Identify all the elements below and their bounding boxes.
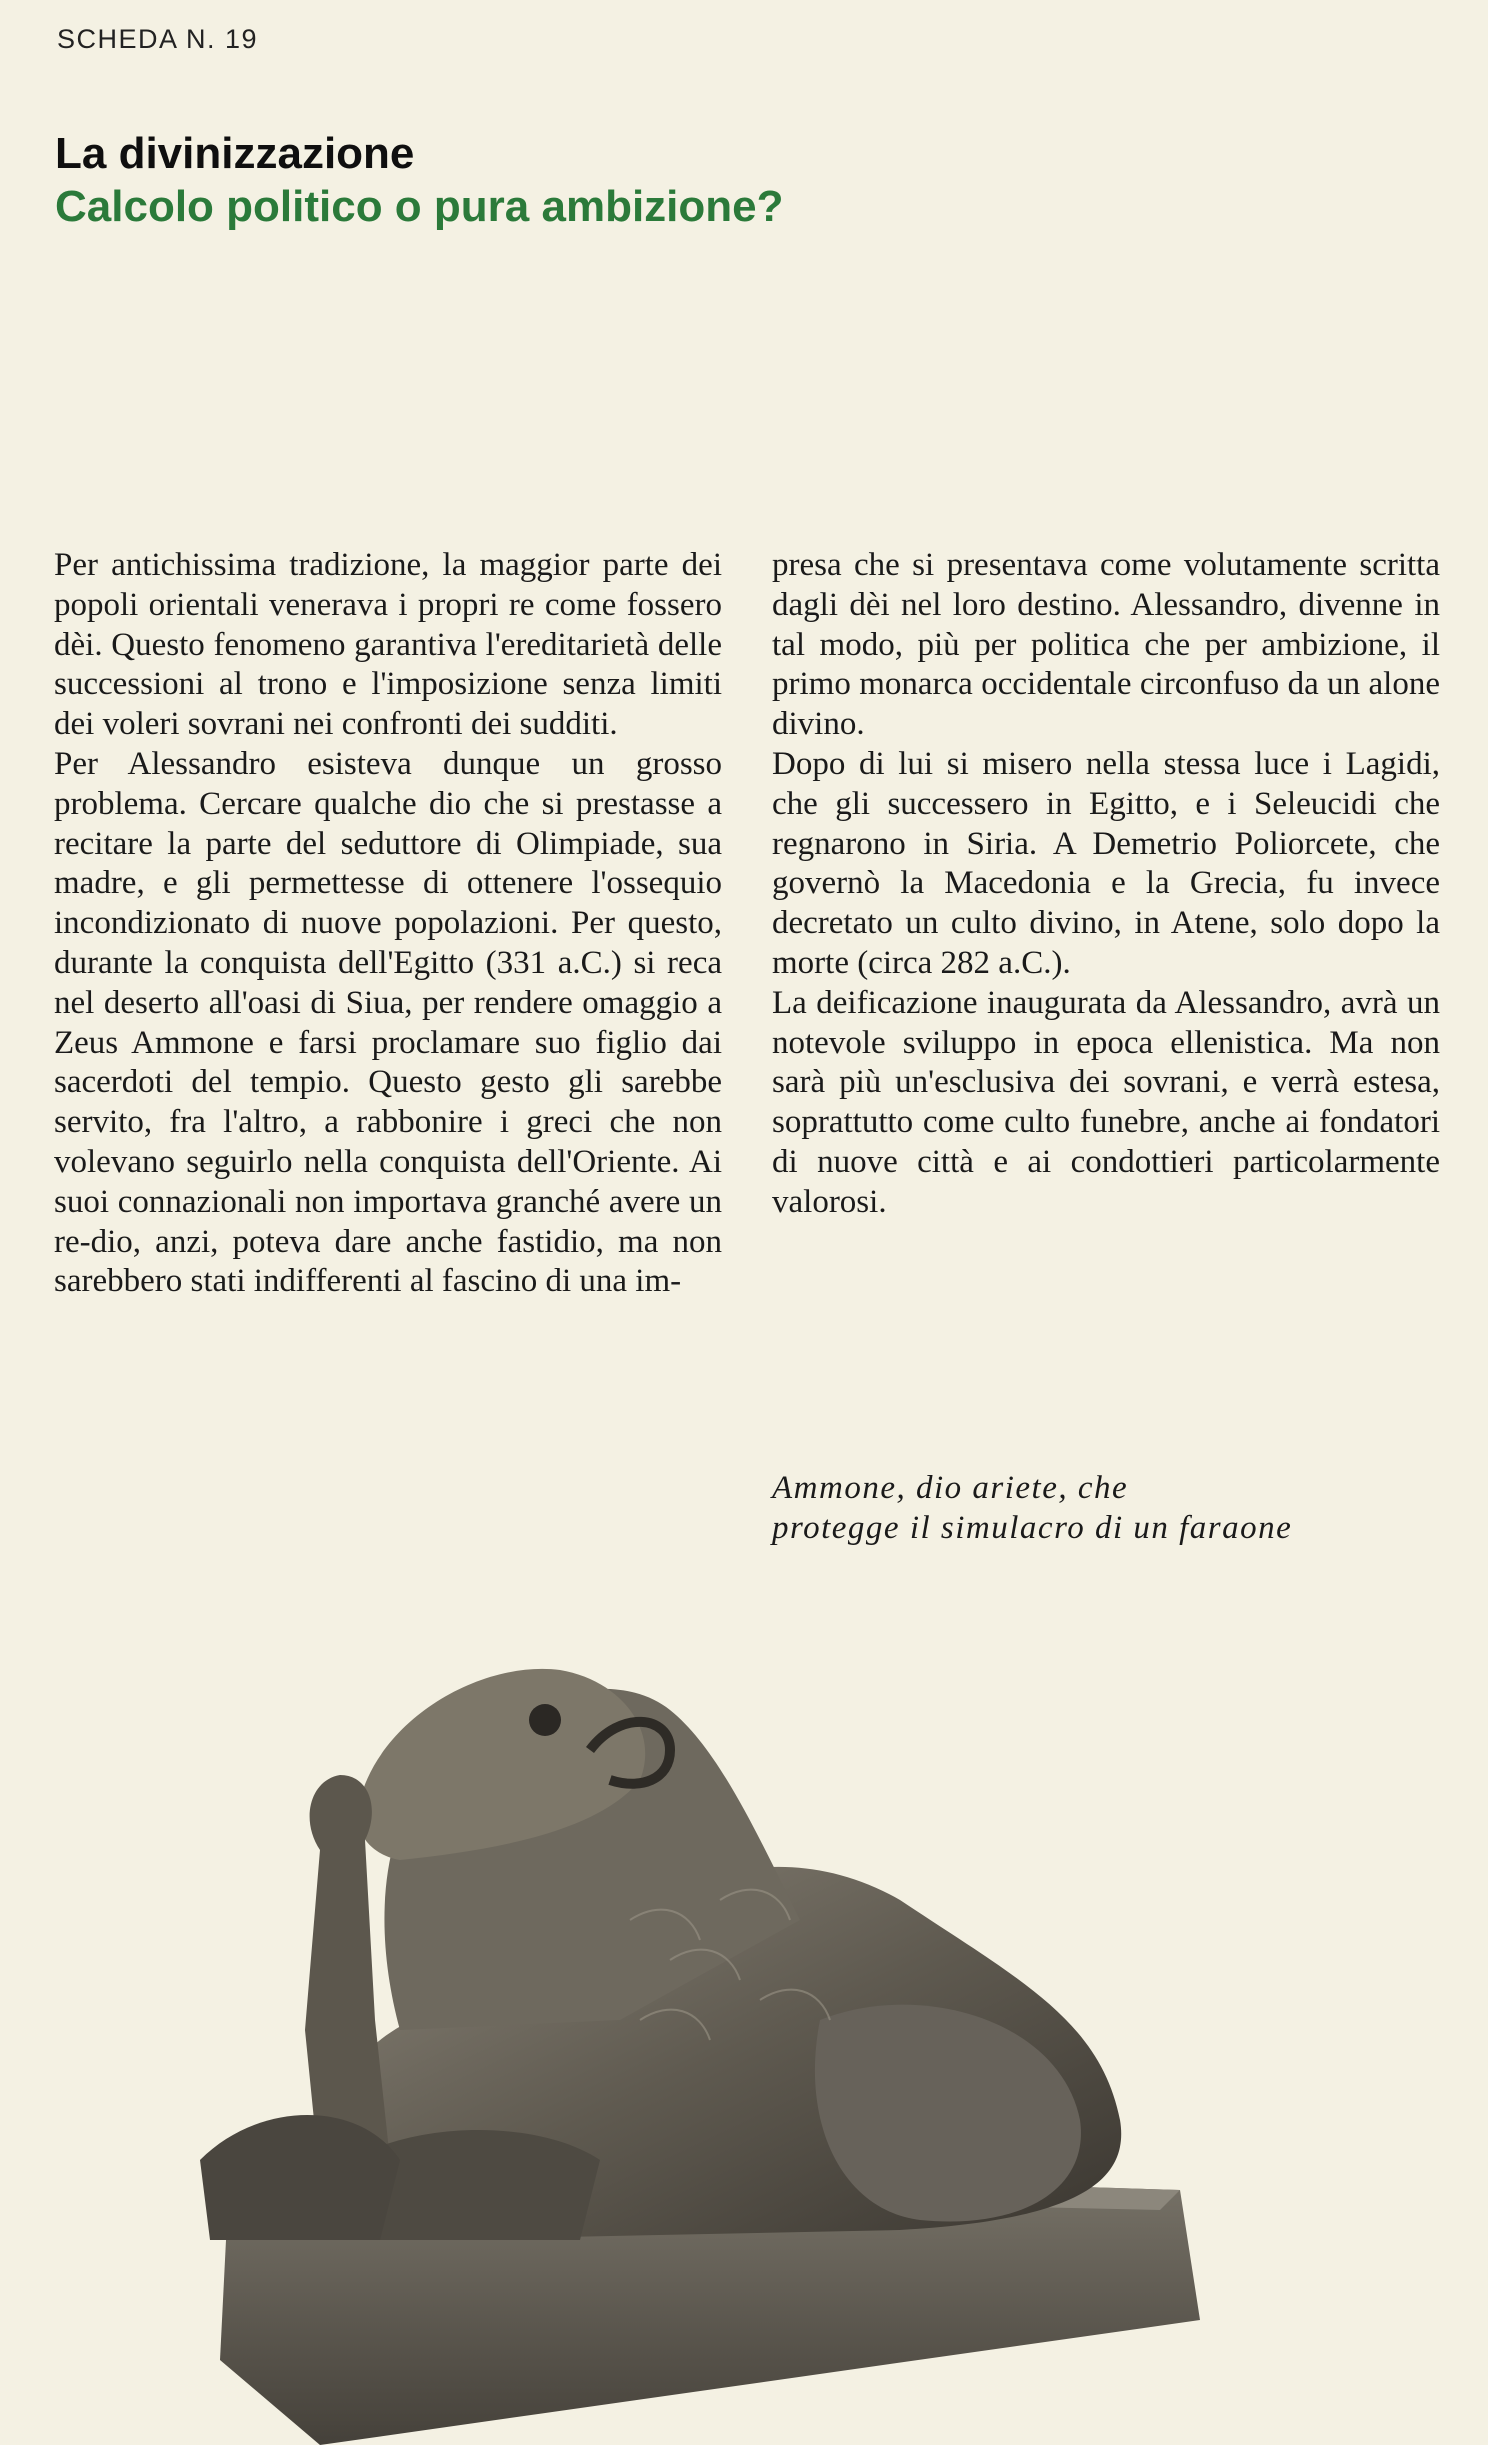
paragraph: Per Alessandro esisteva dunque un grosso problema. Cercare qualche dio che si prestasse a recitare la parte del seduttore di Olimpiade, sua madre, e gli permettesse di ottenere l'ossequio incondizionato di nuove popolazioni. Per questo, durante la conquista dell'Egitto (331 a.C.) si reca nel deserto all'oasi di Siua, per rendere omaggio a Zeus Ammone e farsi proclamare suo figlio dai sacerdoti del tempio. Questo gesto gli sarebbe servito, fra l'altro, a rabbonire i greci che non volevano seguirlo nella conquista dell'Oriente. Ai suoi connazionali non importava granché avere un re-dio, anzi, poteva dare anche fastidio, ma non sarebbero stati indifferenti al fascino di una im- bbox=[54, 745, 722, 1300]
page-title: La divinizzazione bbox=[55, 129, 415, 178]
photo-caption bbox=[772, 1468, 1452, 1548]
paragraph: Per antichissima tradizione, la maggior parte dei popoli orientali venerava i propri re come fossero dèi. Questo fenomeno garantiva l'ereditarietà delle successioni al trono e l'imposizione senza limiti dei voleri sovrani nei confronti dei sudditi. bbox=[54, 547, 722, 743]
ram-statue-photo bbox=[200, 1600, 1280, 2445]
paragraph: La deificazione inaugurata da Alessandro, avrà un notevole sviluppo in epoca ellenistica. Ma non sarà più un'esclusiva dei sovrani, e verrà estesa, soprattutto come culto funebre, anche ai fondatori di nuove città e ai condottieri particolarmente valorosi. bbox=[772, 984, 1440, 1220]
caption-line: Ammone, dio ariete, che bbox=[772, 1470, 1129, 1506]
sheet-number-label: SCHEDA N. 19 bbox=[57, 24, 259, 54]
page-subtitle: Calcolo politico o pura ambizione? bbox=[55, 182, 784, 231]
paragraph: Dopo di lui si misero nella stessa luce i Lagidi, che gli successero in Egitto, e i Seleucidi che regnarono in Siria. A Demetrio Poliorcete, che governò la Macedonia e la Grecia, fu invece decretato un culto divino, in Atene, solo dopo la morte (circa 282 a.C.). bbox=[772, 745, 1440, 981]
title-block bbox=[55, 128, 784, 234]
caption-line: protegge il simulacro di un faraone bbox=[772, 1510, 1293, 1546]
paragraph: presa che si presentava come volutamente scritta dagli dèi nel loro destino. Alessandro, divenne in tal modo, più per politica che per ambizione, il primo monarca occidentale circonfuso da un alone divino. bbox=[772, 547, 1440, 743]
text-column-left bbox=[54, 546, 722, 1302]
text-column-right bbox=[772, 546, 1440, 1223]
